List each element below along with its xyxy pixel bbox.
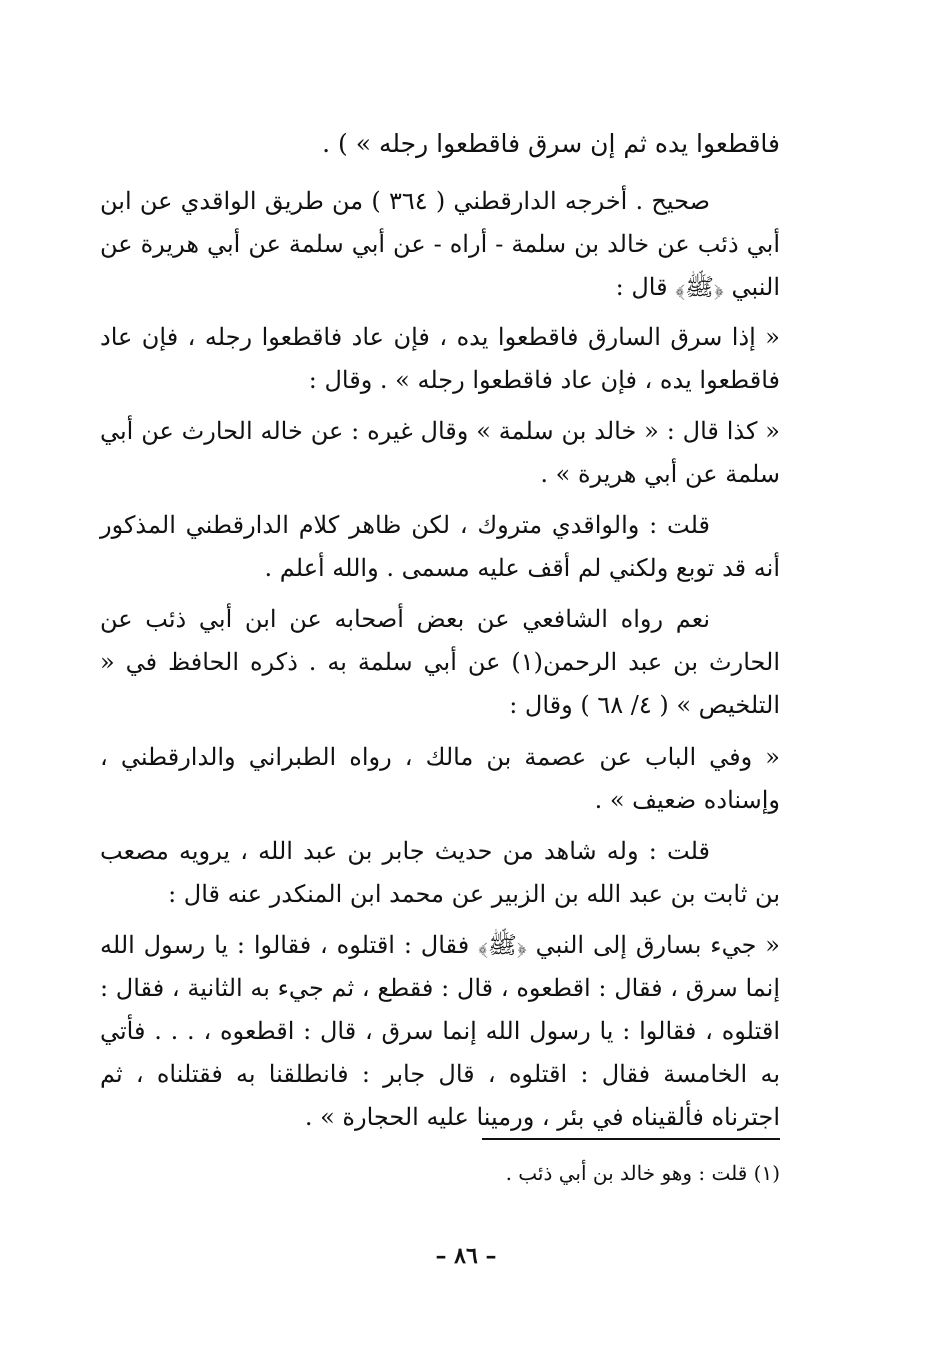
paragraph-takhrij: صحيح . أخرجه الدارقطني ( ٣٦٤ ) من طريق الواقدي عن ابن أبي ذئب عن خالد بن سلمة - أراه - عن أبي سلمة عن أبي هريرة عن النبي ﴿ﷺ﴾ قال : (100, 187, 780, 301)
footnote: (١) قلت : وهو خالد بن أبي ذئب . (505, 1161, 780, 1185)
paragraph-hadith-quote: « إذا سرق السارق فاقطعوا يده ، فإن عاد فاقطعوا رجله ، فإن عاد فاقطعوا يده ، فإن عاد فاقطعوا رجله » . وقال : (100, 323, 780, 394)
paragraph-jabir-witness: قلت : وله شاهد من حديث جابر بن عبد الله ، يرويه مصعب بن ثابت بن عبد الله بن الزبير عن محمد ابن المنكدر عنه قال : (100, 837, 780, 908)
paragraph-hafiz-quote: « وفي الباب عن عصمة بن مالك ، رواه الطبراني والدارقطني ، وإسناده ضعيف » . (100, 743, 780, 814)
paragraph-daraqutni-comment: « كذا قال : « خالد بن سلمة » وقال غيره : عن خاله الحارث عن أبي سلمة عن أبي هريرة » . (100, 417, 780, 488)
paragraph-author-note: قلت : والواقدي متروك ، لكن ظاهر كلام الدارقطني المذكور أنه قد توبع ولكني لم أقف عليه مسمى . والله أعلم . (100, 511, 780, 582)
footnote-divider (482, 1138, 780, 1140)
paragraph-jabir-hadith: « جيء بسارق إلى النبي ﴿ﷺ﴾ فقال : اقتلوه ، فقالوا : يا رسول الله إنما سرق ، فقال : اقطعوه ، قال : فقطع ، ثم جيء به الثانية ، فقال : اقتلوه ، فقالوا : يا رسول الله إنما سرق ، قال : اقطعوه ، . . . فأتي به الخامسة فقال : اقتلوه ، قال جابر : فانطلقنا به فقتلناه ، ثم اجترناه فألقيناه في بئر ، ورمينا عليه الحجارة » . (100, 931, 780, 1131)
paragraph-shafii-narration: نعم رواه الشافعي عن بعض أصحابه عن ابن أبي ذئب عن الحارث بن عبد الرحمن(١) عن أبي سلمة به . ذكره الحافظ في « التلخيص » ( ٤/ ٦٨ ) وقال : (100, 605, 780, 719)
paragraph-continuation: فاقطعوا يده ثم إن سرق فاقطعوا رجله » ) . (322, 129, 780, 158)
page-number: – ٨٦ – (435, 1243, 497, 1269)
